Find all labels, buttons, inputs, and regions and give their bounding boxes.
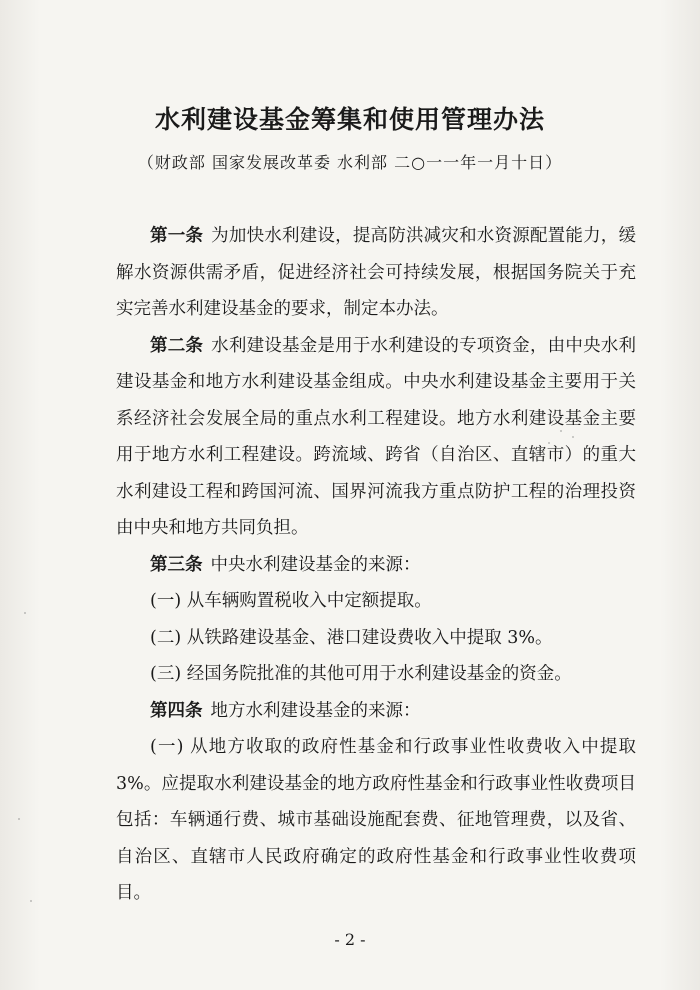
- document-body: [116, 218, 636, 912]
- article-3-item-2: (二) 从铁路建设基金、港口建设费收入中提取 3%。: [150, 627, 553, 648]
- article-3-item-3: (三) 经国务院批准的其他可用于水利建设基金的资金。: [150, 664, 572, 684]
- article-2: [116, 328, 636, 547]
- scan-speck: [560, 430, 562, 432]
- article-4: [116, 693, 636, 730]
- article-1-label: 第一条: [150, 226, 204, 246]
- scan-speck: [18, 818, 20, 820]
- article-4-text: 地方水利建设基金的来源：: [210, 700, 421, 721]
- article-1-text: 为加快水利建设，提高防洪减灾和水资源配置能力，缓解水资源供需矛盾，促进经济社会可持续发展，根据国务院关于充实完善水利建设基金的要求，制定本办法。: [116, 226, 637, 319]
- article-1: [116, 218, 636, 328]
- article-3-text: 中央水利建设基金的来源：: [210, 554, 421, 575]
- article-3-label: 第三条: [150, 554, 203, 575]
- scan-speck: [24, 612, 26, 614]
- document-subtitle: （财政部 国家发展改革委 水利部 二○一一年一月十日）: [137, 153, 563, 172]
- scan-speck: [572, 436, 574, 438]
- document-title: 水利建设基金筹集和使用管理办法: [154, 105, 545, 134]
- page-number: - 2 -: [334, 930, 366, 949]
- article-3: [116, 547, 636, 584]
- scan-speck: [30, 900, 32, 902]
- article-2-text: 水利建设基金是用于水利建设的专项资金，由中央水利建设基金和地方水利建设基金组成。中央水利建设基金主要用于关系经济社会发展全局的重点水利工程建设。地方水利建设基金主要用于地方水利工程建设。跨流域、跨省（自治区、直辖市）的重大水利建设工程和跨国河流、国界河流我方重点防护工程的治理投资由中央和地方共同负担。: [116, 335, 637, 538]
- article-4-item-1: (一) 从地方收取的政府性基金和行政事业性收费收入中提取 3%。应提取水利建设基金的地方政府性基金和行政事业性收费项目包括：车辆通行费、城市基础设施配套费、征地管理费，以及省、自治区、直辖市人民政府确定的政府性基金和行政事业性收费项目。: [116, 737, 636, 903]
- article-4-label: 第四条: [150, 700, 203, 721]
- article-2-label: 第二条: [150, 335, 204, 356]
- scan-speck: [548, 442, 550, 444]
- article-3-item-1: (一) 从车辆购置税收入中定额提取。: [150, 591, 432, 611]
